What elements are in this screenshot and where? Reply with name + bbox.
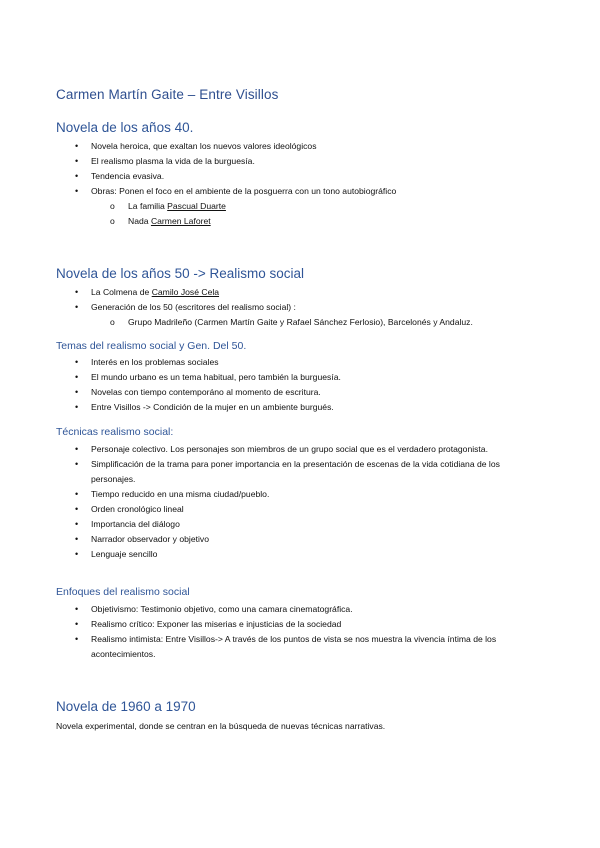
paragraph-60s: Novela experimental, donde se centran en la búsqueda de nuevas técnicas narrativas. <box>56 721 386 731</box>
bullet-icon: • <box>75 156 79 166</box>
list-item: • Entre Visillos -> Condición de la mujer en un ambiente burgués. <box>0 400 543 415</box>
bullet-icon: • <box>75 489 79 499</box>
sub-list-item: o Nada Carmen Laforet <box>0 214 600 229</box>
list-item: • El realismo plasma la vida de la burguesía. <box>0 154 543 169</box>
list-item: • Narrador observador y objetivo <box>0 532 543 547</box>
list-item: • El mundo urbano es un tema habitual, pero también la burguesía. <box>0 370 543 385</box>
bullet-icon: • <box>75 534 79 544</box>
list-item: • Novelas con tiempo contemporáno al momento de escritura. <box>0 385 543 400</box>
author-link: Carmen Laforet <box>150 216 211 226</box>
list-item: • Realismo intimista: Entre Visillos-> A través de los puntos de vista se nos muestra la vivencia íntima de los acontecimientos. <box>75 634 497 659</box>
list-item: • Personaje colectivo. Los personajes son miembros de un grupo social que es el verdadero protagonista. <box>0 442 543 457</box>
bullet-icon: • <box>75 504 79 514</box>
list-item: • Realismo crítico: Exponer las miserias e injusticias de la sociedad <box>0 617 543 632</box>
heading-temas: Temas del realismo social y Gen. Del 50. <box>56 340 247 352</box>
list-item: • Obras: Ponen el foco en el ambiente de la posguerra con un tono autobiográfico <box>0 184 543 199</box>
list-item: • Tiempo reducido en una misma ciudad/pueblo. <box>0 487 543 502</box>
bullet-icon: • <box>75 604 79 614</box>
heading-enfoques: Enfoques del realismo social <box>56 586 190 598</box>
heading-60s: Novela de 1960 a 1970 <box>56 699 196 714</box>
list-item: • Interés en los problemas sociales <box>0 355 543 370</box>
sub-bullet-icon: o <box>110 317 115 327</box>
bullet-icon: • <box>75 519 79 529</box>
list-50s <box>0 285 600 330</box>
bullet-icon: • <box>75 372 79 382</box>
author-link: Camilo José Cela <box>151 287 220 297</box>
sub-bullet-icon: o <box>110 201 115 211</box>
bullet-icon: • <box>75 357 79 367</box>
bullet-icon: • <box>75 402 79 412</box>
sub-bullet-icon: o <box>110 216 115 226</box>
document-title: Carmen Martín Gaite – Entre Visillos <box>56 87 279 102</box>
heading-50s: Novela de los años 50 -> Realismo social <box>56 266 305 281</box>
list-item: • Novela heroica, que exaltan los nuevos valores ideológicos <box>0 139 543 154</box>
bullet-icon: • <box>75 387 79 397</box>
list-tecnicas <box>0 442 600 562</box>
list-item: • Simplificación de la trama para poner importancia en la presentación de escenas de la vida cotidiana de los personajes. <box>75 459 500 484</box>
bullet-icon: • <box>75 171 79 181</box>
list-enfoques <box>0 602 600 662</box>
bullet-icon: • <box>75 302 79 312</box>
heading-40s: Novela de los años 40. <box>56 120 194 135</box>
bullet-icon: • <box>75 186 79 196</box>
list-item: • La Colmena de Camilo José Cela <box>0 285 543 300</box>
sub-list-item: o Grupo Madrileño (Carmen Martín Gaite y Rafael Sánchez Ferlosio), Barcelonés y Andaluz. <box>0 315 600 330</box>
bullet-icon: • <box>75 287 79 297</box>
bullet-icon: • <box>75 634 79 644</box>
bullet-icon: • <box>75 141 79 151</box>
bullet-icon: • <box>75 619 79 629</box>
sub-list-item: o La familia Pascual Duarte <box>0 199 600 214</box>
list-item: • Orden cronológico lineal <box>0 502 543 517</box>
list-item: • Lenguaje sencillo <box>0 547 543 562</box>
author-link: Pascual Duarte <box>167 201 226 211</box>
list-temas <box>0 355 600 415</box>
bullet-icon: • <box>75 444 79 454</box>
list-item: • Objetivismo: Testimonio objetivo, como una camara cinematográfica. <box>0 602 543 617</box>
bullet-icon: • <box>75 549 79 559</box>
list-item: • Tendencia evasiva. <box>0 169 543 184</box>
bullet-icon: • <box>75 459 79 469</box>
list-40s <box>0 139 600 229</box>
list-item: • Generación de los 50 (escritores del realismo social) : <box>0 300 543 315</box>
heading-tecnicas: Técnicas realismo social: <box>56 426 174 438</box>
list-item: • Importancia del diálogo <box>0 517 543 532</box>
